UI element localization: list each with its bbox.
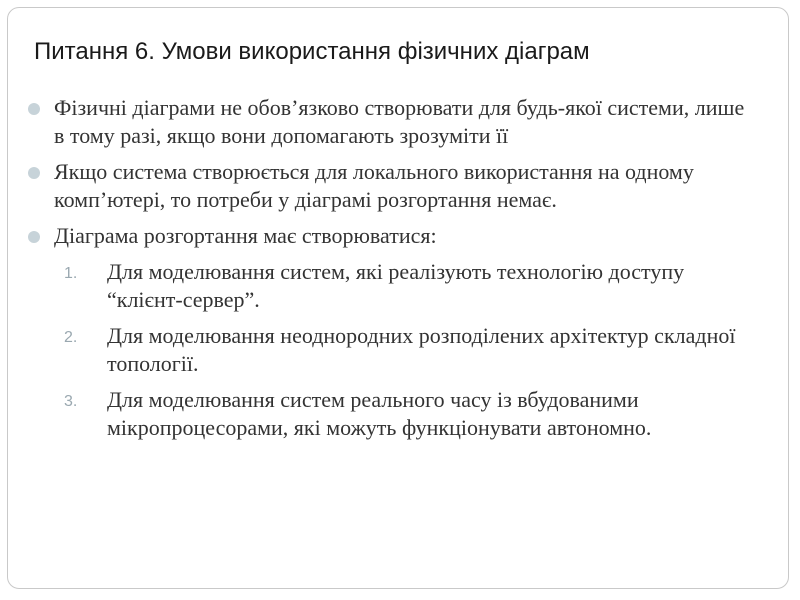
bullet-text: Фізичні діаграми не обов’язково створювати для будь-якої системи, лише в тому разі, якщо вони допомагають зрозуміти її (54, 95, 745, 148)
item-text: Для моделювання неоднородних розподілених архітектур складної топології. (107, 323, 736, 376)
bullet-list (28, 94, 758, 450)
item-number: 3. (64, 393, 78, 410)
bullet-dot-icon (28, 103, 40, 115)
item-number: 2. (64, 329, 78, 346)
numbered-item (28, 322, 758, 378)
slide-title: Питання 6. Умови використання фізичних діаграм (34, 38, 590, 65)
numbered-list (54, 258, 758, 442)
bullet-text: Діаграма розгортання має створюватися: (54, 223, 437, 248)
bullet-dot-icon (28, 167, 40, 179)
item-number: 1. (64, 265, 78, 282)
bullet-text: Якщо система створюється для локального використання на одному комп’ютері, то потреби у діаграмі розгортання немає. (54, 159, 694, 212)
item-text: Для моделювання систем, які реалізують технологію доступу “клієнт-сервер”. (107, 259, 685, 312)
bullet-item (28, 222, 758, 442)
numbered-item (28, 258, 758, 314)
bullet-item (28, 94, 758, 150)
item-text: Для моделювання систем реального часу із вбудованими мікропроцесорами, які можуть функціонувати автономно. (107, 387, 652, 440)
bullet-item (28, 158, 758, 214)
numbered-item (28, 386, 758, 442)
bullet-dot-icon (28, 231, 40, 243)
slide-frame (7, 7, 789, 589)
